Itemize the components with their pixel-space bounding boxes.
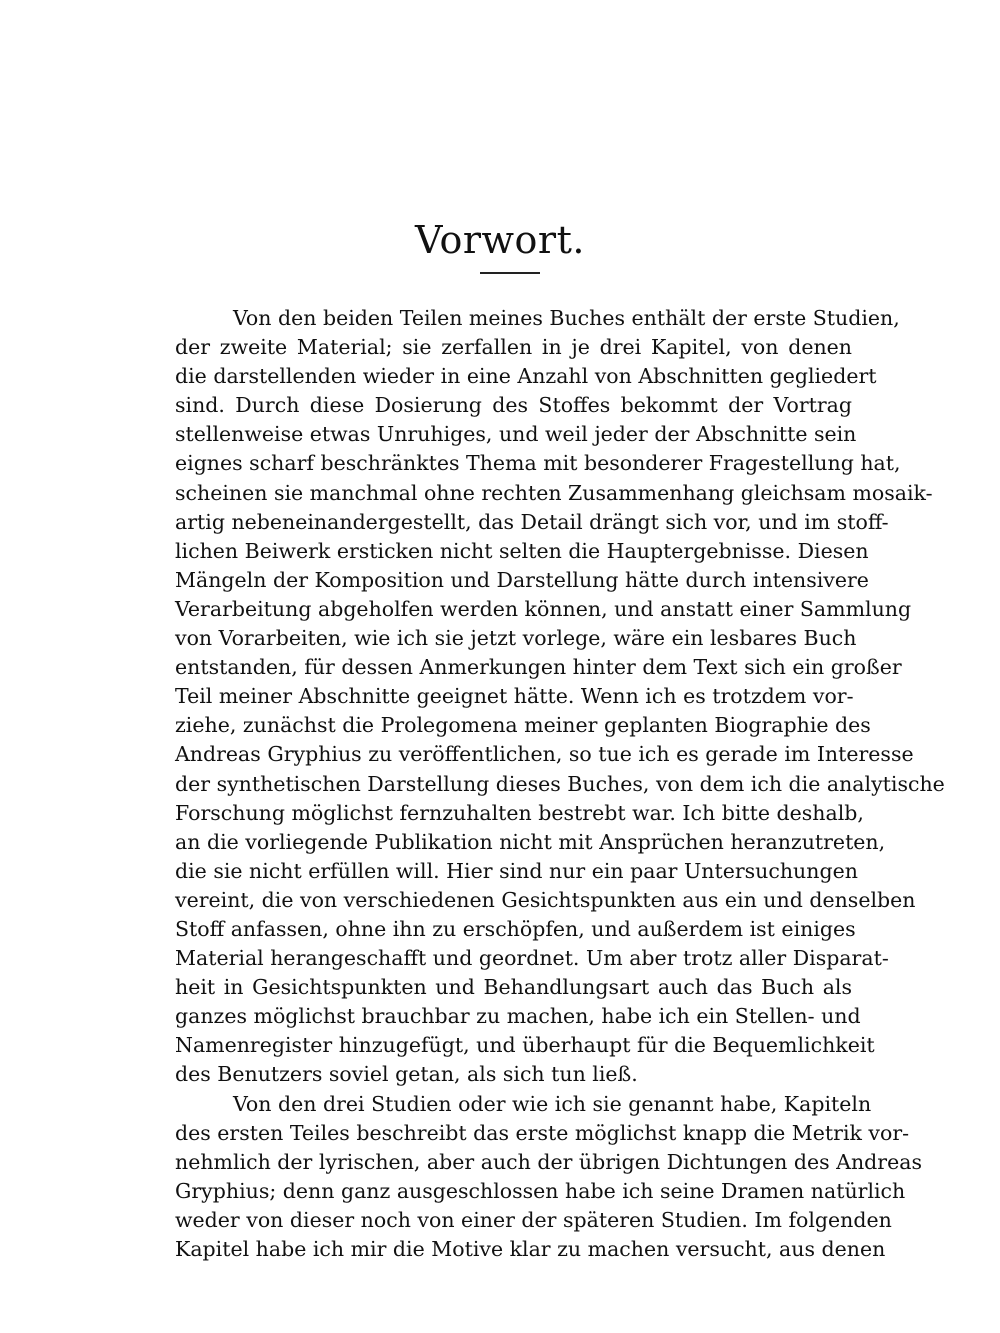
text-line: ganzes möglichst brauchbar zu machen, habe ich ein Stellen- und xyxy=(175,1004,861,1029)
text-line: sind. Durch diese Dosierung des Stoffes bekommt der Vortrag xyxy=(175,393,852,418)
text-line: an die vorliegende Publikation nicht mit Ansprüchen heranzutreten, xyxy=(175,829,886,854)
text-line: Stoff anfassen, ohne ihn zu erschöpfen, und außerdem ist einiges xyxy=(175,916,856,941)
text-line: des ersten Teiles beschreibt das erste möglichst knapp die Metrik vor- xyxy=(175,1120,910,1145)
text-line: scheinen sie manchmal ohne rechten Zusammenhang gleichsam mosaik- xyxy=(175,480,933,505)
text-line: des Benutzers soviel getan, als sich tun ließ. xyxy=(175,1062,638,1087)
text-line: lichen Beiwerk ersticken nicht selten die Hauptergebnisse. Diesen xyxy=(175,538,869,563)
text-line: stellenweise etwas Unruhiges, und weil jeder der Abschnitte sein xyxy=(175,422,857,447)
text-line: Mängeln der Komposition und Darstellung hätte durch intensivere xyxy=(175,567,869,592)
text-line: die sie nicht erfüllen will. Hier sind nur ein paar Untersuchungen xyxy=(175,858,858,883)
text-line: ziehe, zunächst die Prolegomena meiner geplanten Biographie des xyxy=(175,713,871,738)
text-line: der synthetischen Darstellung dieses Buches, von dem ich die analytische xyxy=(175,771,945,796)
text-line: artig nebeneinandergestellt, das Detail drängt sich vor, und im stoff- xyxy=(175,509,889,534)
text-line: Namenregister hinzugefügt, und überhaupt für die Bequemlichkeit xyxy=(175,1033,875,1058)
page-title: Vorwort. xyxy=(415,218,585,262)
text-line: Material herangeschafft und geordnet. Um aber trotz aller Disparat- xyxy=(175,946,889,971)
paragraph-2 xyxy=(175,1090,922,1265)
text-line: Kapitel habe ich mir die Motive klar zu machen versucht, aus denen xyxy=(175,1237,886,1261)
text-line: vereint, die von verschiedenen Gesichtspunkten aus ein und denselben xyxy=(175,887,916,912)
text-line: nehmlich der lyrischen, aber auch der übrigen Dichtungen des Andreas xyxy=(175,1149,922,1174)
text-line: heit in Gesichtspunkten und Behandlungsart auch das Buch als xyxy=(175,975,852,1000)
text-line: Verarbeitung abgeholfen werden können, und anstatt einer Sammlung xyxy=(175,596,912,621)
text-line: Teil meiner Abschnitte geeignet hätte. Wenn ich es trotzdem vor- xyxy=(175,684,854,709)
text-line: Gryphius; denn ganz ausgeschlossen habe ich seine Dramen natürlich xyxy=(175,1178,906,1203)
text-line: weder von dieser noch von einer der späteren Studien. Im folgenden xyxy=(175,1207,892,1232)
text-line: der zweite Material; sie zerfallen in je drei Kapitel, von denen xyxy=(175,335,852,360)
text-line: Von den beiden Teilen meines Buches enthält der erste Studien, xyxy=(233,306,900,330)
text-line: Andreas Gryphius zu veröffentlichen, so tue ich es gerade im Interesse xyxy=(175,742,914,767)
text-line: von Vorarbeiten, wie ich sie jetzt vorlege, wäre ein lesbares Buch xyxy=(175,626,857,651)
text-line: entstanden, für dessen Anmerkungen hinter dem Text sich ein großer xyxy=(175,655,902,680)
title-divider xyxy=(480,272,540,274)
text-line: Von den drei Studien oder wie ich sie genannt habe, Kapiteln xyxy=(233,1091,872,1116)
text-line: eignes scharf beschränktes Thema mit besonderer Fragestellung hat, xyxy=(175,451,901,476)
text-line: Forschung möglichst fernzuhalten bestrebt war. Ich bitte deshalb, xyxy=(175,800,864,825)
paragraph-1 xyxy=(175,304,945,1090)
text-line: die darstellenden wieder in eine Anzahl von Abschnitten gegliedert xyxy=(175,364,877,389)
body-text xyxy=(175,304,945,1264)
